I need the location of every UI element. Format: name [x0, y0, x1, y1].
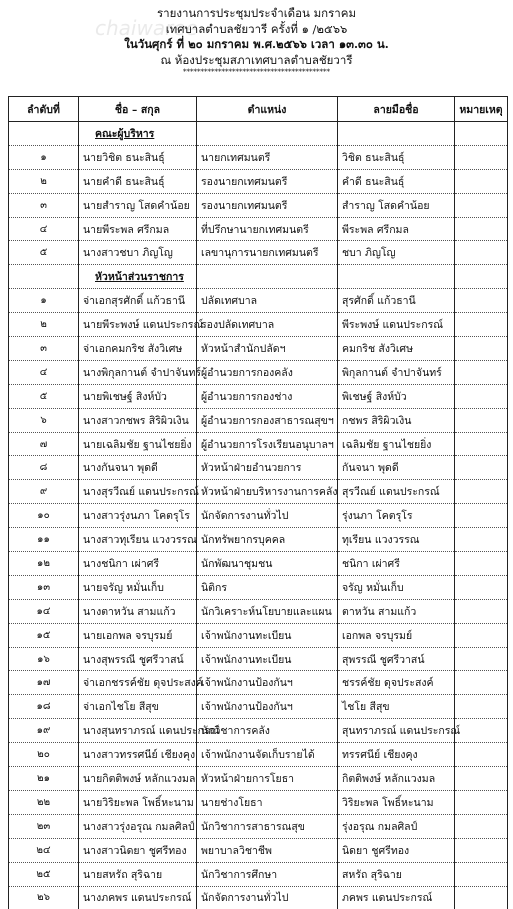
column-header-name: ชื่อ – สกุล	[79, 97, 197, 122]
position-cell: ที่ปรึกษานายกเทศมนตรี	[197, 217, 338, 241]
signature-cell: กันจนา พุดดี	[338, 456, 455, 480]
name-cell: นางสาวรุ่งอรุณ กมลศิลป์	[79, 814, 197, 838]
row-number: ๔	[9, 217, 79, 241]
row-number: ๒๑	[9, 767, 79, 791]
name-cell: นางกันจนา พุดดี	[79, 456, 197, 480]
meeting-number: เทศบาลตำบลชัยวารี ครั้งที่ ๑ /๒๕๖๖	[0, 22, 513, 38]
position-cell: นักวิเคราะห์นโยบายและแผน	[197, 599, 338, 623]
signature-cell: ชนิกา เผ่าศรี	[338, 552, 455, 576]
table-header-row	[9, 97, 508, 122]
name-cell: นายจรัญ หมั่นเก็บ	[79, 575, 197, 599]
note-cell	[455, 767, 508, 791]
signature-cell: เฉลิมชัย ฐานไชยยิ่ง	[338, 432, 455, 456]
table-row	[9, 671, 508, 695]
name-cell: นางตาหวัน สามแก้ว	[79, 599, 197, 623]
note-cell	[455, 360, 508, 384]
note-cell	[455, 241, 508, 265]
note-cell	[455, 504, 508, 528]
row-number: ๒๒	[9, 790, 79, 814]
empty-cell	[455, 122, 508, 146]
signature-cell: ทุเรียน แวงวรรณ	[338, 528, 455, 552]
row-number: ๒๕	[9, 862, 79, 886]
position-cell: นายช่างโยธา	[197, 790, 338, 814]
position-cell: หัวหน้าสำนักปลัดฯ	[197, 337, 338, 361]
position-cell: รองปลัดเทศบาล	[197, 313, 338, 337]
row-number: ๒๔	[9, 838, 79, 862]
row-number: ๑๐	[9, 504, 79, 528]
signature-cell: รุ่งอรุณ กมลศิลป์	[338, 814, 455, 838]
name-cell: นายกิตติพงษ์ หลักแวงมล	[79, 767, 197, 791]
column-header-signature: ลายมือชื่อ	[338, 97, 455, 122]
table-row	[9, 241, 508, 265]
name-cell: นางสาวนิดยา ชูศรีทอง	[79, 838, 197, 862]
signature-cell: คมกริช สังวิเศษ	[338, 337, 455, 361]
table-row	[9, 193, 508, 217]
row-number: ๑๔	[9, 599, 79, 623]
empty-cell	[455, 265, 508, 289]
signature-cell: รุ่งนภา โคตรุโร	[338, 504, 455, 528]
column-header-note: หมายเหตุ	[455, 97, 508, 122]
table-row	[9, 695, 508, 719]
empty-cell	[338, 265, 455, 289]
table-row	[9, 767, 508, 791]
position-cell: เจ้าพนักงานป้องกันฯ	[197, 671, 338, 695]
position-cell: นายกเทศมนตรี	[197, 145, 338, 169]
position-cell: หัวหน้าฝ่ายอำนวยการ	[197, 456, 338, 480]
table-row	[9, 647, 508, 671]
signature-cell: สหรัถ สุริฉาย	[338, 862, 455, 886]
note-cell	[455, 743, 508, 767]
signature-cell: สุพรรณี ชูศรีวาสน์	[338, 647, 455, 671]
column-header-no: ลำดับที่	[9, 97, 79, 122]
signature-cell: วิริยะพล โพธิ์หะนาม	[338, 790, 455, 814]
note-cell	[455, 647, 508, 671]
note-cell	[455, 408, 508, 432]
note-cell	[455, 552, 508, 576]
row-number: ๒	[9, 313, 79, 337]
column-header-position: ตำแหน่ง	[197, 97, 338, 122]
position-cell: เจ้าพนักงานป้องกันฯ	[197, 695, 338, 719]
name-cell: นายวิชิต ธนะสินธุ์	[79, 145, 197, 169]
signature-cell: พีระพงษ์ แดนประกรณ์	[338, 313, 455, 337]
table-row	[9, 552, 508, 576]
note-cell	[455, 719, 508, 743]
name-cell: จ่าเอกไชโย สีสุข	[79, 695, 197, 719]
name-cell: นายพิเชษฐ์ สิงห์บัว	[79, 384, 197, 408]
note-cell	[455, 337, 508, 361]
row-number: ๒๓	[9, 814, 79, 838]
name-cell: นายสหรัถ สุริฉาย	[79, 862, 197, 886]
position-cell: ผู้อำนวยการกองช่าง	[197, 384, 338, 408]
table-row	[9, 575, 508, 599]
row-number: ๑๕	[9, 623, 79, 647]
section-row	[9, 265, 508, 289]
signature-cell: ชบา ภิญโญ	[338, 241, 455, 265]
signature-cell: สำราญ โสดคำน้อย	[338, 193, 455, 217]
table-body	[9, 122, 508, 909]
name-cell: นายสำราญ โสดคำน้อย	[79, 193, 197, 217]
name-cell: นายพีระพงษ์ แดนประกรณ์	[79, 313, 197, 337]
signature-cell: พีระพล ศรีกมล	[338, 217, 455, 241]
document-header	[0, 6, 513, 77]
row-number: ๑๓	[9, 575, 79, 599]
name-cell: นางพิกุลกานต์ จำปาจันทร์	[79, 360, 197, 384]
table-row	[9, 504, 508, 528]
row-number: ๑๖	[9, 647, 79, 671]
row-number: ๒๐	[9, 743, 79, 767]
row-number: ๑๑	[9, 528, 79, 552]
empty-cell	[338, 122, 455, 146]
note-cell	[455, 289, 508, 313]
position-cell: เจ้าพนักงานจัดเก็บรายได้	[197, 743, 338, 767]
note-cell	[455, 480, 508, 504]
separator-stars: ******************************************	[0, 68, 513, 77]
position-cell: นักวิชาการคลัง	[197, 719, 338, 743]
meeting-location: ณ ห้องประชุมสภาเทศบาลตำบลชัยวารี	[0, 53, 513, 69]
position-cell: พยาบาลวิชาชีพ	[197, 838, 338, 862]
position-cell: รองนายกเทศมนตรี	[197, 169, 338, 193]
table-row	[9, 599, 508, 623]
note-cell	[455, 814, 508, 838]
name-cell: นางสาวทุเรียน แวงวรรณ	[79, 528, 197, 552]
note-cell	[455, 432, 508, 456]
signature-cell: กชพร สิริผิวเงิน	[338, 408, 455, 432]
signature-cell: วิชิต ธนะสินธุ์	[338, 145, 455, 169]
table-row	[9, 360, 508, 384]
signature-cell: จรัญ หมั่นเก็บ	[338, 575, 455, 599]
row-number: ๑๗	[9, 671, 79, 695]
name-cell: นายเฉลิมชัย ฐานไชยยิ่ง	[79, 432, 197, 456]
name-cell: นางสาวรุ่งนภา โคตรุโร	[79, 504, 197, 528]
table-row	[9, 456, 508, 480]
note-cell	[455, 145, 508, 169]
row-number: ๑๙	[9, 719, 79, 743]
report-title: รายงานการประชุมประจำเดือน มกราคม	[0, 6, 513, 22]
empty-cell	[197, 122, 338, 146]
name-cell: นายวิริยะพล โพธิ์หะนาม	[79, 790, 197, 814]
attendance-table	[8, 96, 508, 909]
note-cell	[455, 193, 508, 217]
section-no-cell	[9, 265, 79, 289]
row-number: ๒	[9, 169, 79, 193]
note-cell	[455, 695, 508, 719]
name-cell: นายคำดี ธนะสินธุ์	[79, 169, 197, 193]
row-number: ๑	[9, 145, 79, 169]
name-cell: จ่าเอกชรรค์ชัย ดุจประสงค์	[79, 671, 197, 695]
signature-cell: ชรรค์ชัย ดุจประสงค์	[338, 671, 455, 695]
position-cell: หัวหน้าฝ่ายการโยธา	[197, 767, 338, 791]
watermark: chaiwaree	[95, 16, 198, 40]
meeting-date: ในวันศุกร์ ที่ ๒๐ มกราคม พ.ศ.๒๕๖๖ เวลา ๑๓.๓๐ น.	[0, 37, 513, 53]
name-cell: จ่าเอกสุรศักดิ์ แก้วธานี	[79, 289, 197, 313]
position-cell: นักวิชาการศึกษา	[197, 862, 338, 886]
table-row	[9, 743, 508, 767]
position-cell: เลขานุการนายกเทศมนตรี	[197, 241, 338, 265]
note-cell	[455, 217, 508, 241]
row-number: ๕	[9, 384, 79, 408]
position-cell: นักจัดการงานทั่วไป	[197, 504, 338, 528]
row-number: ๙	[9, 480, 79, 504]
note-cell	[455, 623, 508, 647]
name-cell: นางสาวทรรศนีย์ เชียงคุง	[79, 743, 197, 767]
section-row	[9, 122, 508, 146]
position-cell: เจ้าพนักงานทะเบียน	[197, 647, 338, 671]
position-cell: นักจัดการงานทั่วไป	[197, 886, 338, 909]
name-cell: นางสาวชบา ภิญโญ	[79, 241, 197, 265]
note-cell	[455, 790, 508, 814]
position-cell: ปลัดเทศบาล	[197, 289, 338, 313]
row-number: ๕	[9, 241, 79, 265]
note-cell	[455, 384, 508, 408]
row-number: ๖	[9, 408, 79, 432]
signature-cell: ภคพร แดนประกรณ์	[338, 886, 455, 909]
name-cell: นายพีระพล ศรีกมล	[79, 217, 197, 241]
row-number: ๗	[9, 432, 79, 456]
position-cell: ผู้อำนวยการกองคลัง	[197, 360, 338, 384]
signature-cell: คำดี ธนะสินธุ์	[338, 169, 455, 193]
position-cell: รองนายกเทศมนตรี	[197, 193, 338, 217]
section-heading: คณะผู้บริหาร	[79, 122, 197, 146]
row-number: ๑	[9, 289, 79, 313]
signature-cell: สุนทราภรณ์ แดนประกรณ์	[338, 719, 455, 743]
signature-cell: พิเชษฐ์ สิงห์บัว	[338, 384, 455, 408]
empty-cell	[197, 265, 338, 289]
table-row	[9, 719, 508, 743]
row-number: ๑๘	[9, 695, 79, 719]
name-cell: นางชนิกา เผ่าศรี	[79, 552, 197, 576]
table-row	[9, 408, 508, 432]
position-cell: เจ้าพนักงานทะเบียน	[197, 623, 338, 647]
signature-cell: ตาหวัน สามแก้ว	[338, 599, 455, 623]
table-row	[9, 480, 508, 504]
row-number: ๒๖	[9, 886, 79, 909]
table-row	[9, 623, 508, 647]
note-cell	[455, 313, 508, 337]
note-cell	[455, 671, 508, 695]
table-row	[9, 886, 508, 909]
signature-cell: เอกพล จรบุรมย์	[338, 623, 455, 647]
row-number: ๘	[9, 456, 79, 480]
signature-cell: นิดยา ชูศรีทอง	[338, 838, 455, 862]
row-number: ๓	[9, 193, 79, 217]
table-row	[9, 814, 508, 838]
table-row	[9, 528, 508, 552]
note-cell	[455, 528, 508, 552]
table-row	[9, 337, 508, 361]
table-row	[9, 838, 508, 862]
signature-cell: ไชโย สีสุข	[338, 695, 455, 719]
position-cell: หัวหน้าฝ่ายบริหารงานการคลัง	[197, 480, 338, 504]
position-cell: ผู้อำนวยการโรงเรียนอนุบาลฯ	[197, 432, 338, 456]
table-row	[9, 384, 508, 408]
name-cell: นางสุรวีณย์ แดนประกรณ์	[79, 480, 197, 504]
section-no-cell	[9, 122, 79, 146]
row-number: ๑๒	[9, 552, 79, 576]
table-row	[9, 217, 508, 241]
note-cell	[455, 838, 508, 862]
table-row	[9, 790, 508, 814]
signature-cell: สุรศักดิ์ แก้วธานี	[338, 289, 455, 313]
note-cell	[455, 886, 508, 909]
position-cell: นักวิชาการสาธารณสุข	[197, 814, 338, 838]
note-cell	[455, 599, 508, 623]
name-cell: จ่าเอกคมกริช สังวิเศษ	[79, 337, 197, 361]
note-cell	[455, 456, 508, 480]
position-cell: นักพัฒนาชุมชน	[197, 552, 338, 576]
row-number: ๔	[9, 360, 79, 384]
signature-cell: สุรวีณย์ แดนประกรณ์	[338, 480, 455, 504]
note-cell	[455, 862, 508, 886]
table-row	[9, 169, 508, 193]
table-row	[9, 145, 508, 169]
position-cell: ผู้อำนวยการกองสาธารณสุขฯ	[197, 408, 338, 432]
position-cell: นิติกร	[197, 575, 338, 599]
signature-cell: กิตติพงษ์ หลักแวงมล	[338, 767, 455, 791]
table-row	[9, 432, 508, 456]
note-cell	[455, 169, 508, 193]
name-cell: นางสาวกชพร สิริผิวเงิน	[79, 408, 197, 432]
name-cell: นางภคพร แดนประกรณ์	[79, 886, 197, 909]
row-number: ๓	[9, 337, 79, 361]
table-row	[9, 313, 508, 337]
signature-cell: ทรรศนีย์ เชียงคุง	[338, 743, 455, 767]
name-cell: นางสุพรรณี ชูศรีวาสน์	[79, 647, 197, 671]
note-cell	[455, 575, 508, 599]
table-row	[9, 862, 508, 886]
section-heading: หัวหน้าส่วนราชการ	[79, 265, 197, 289]
table-row	[9, 289, 508, 313]
name-cell: นางสุนทราภรณ์ แดนประกรณ์	[79, 719, 197, 743]
signature-cell: พิกุลกานต์ จำปาจันทร์	[338, 360, 455, 384]
name-cell: นายเอกพล จรบุรมย์	[79, 623, 197, 647]
position-cell: นักทรัพยากรบุคคล	[197, 528, 338, 552]
